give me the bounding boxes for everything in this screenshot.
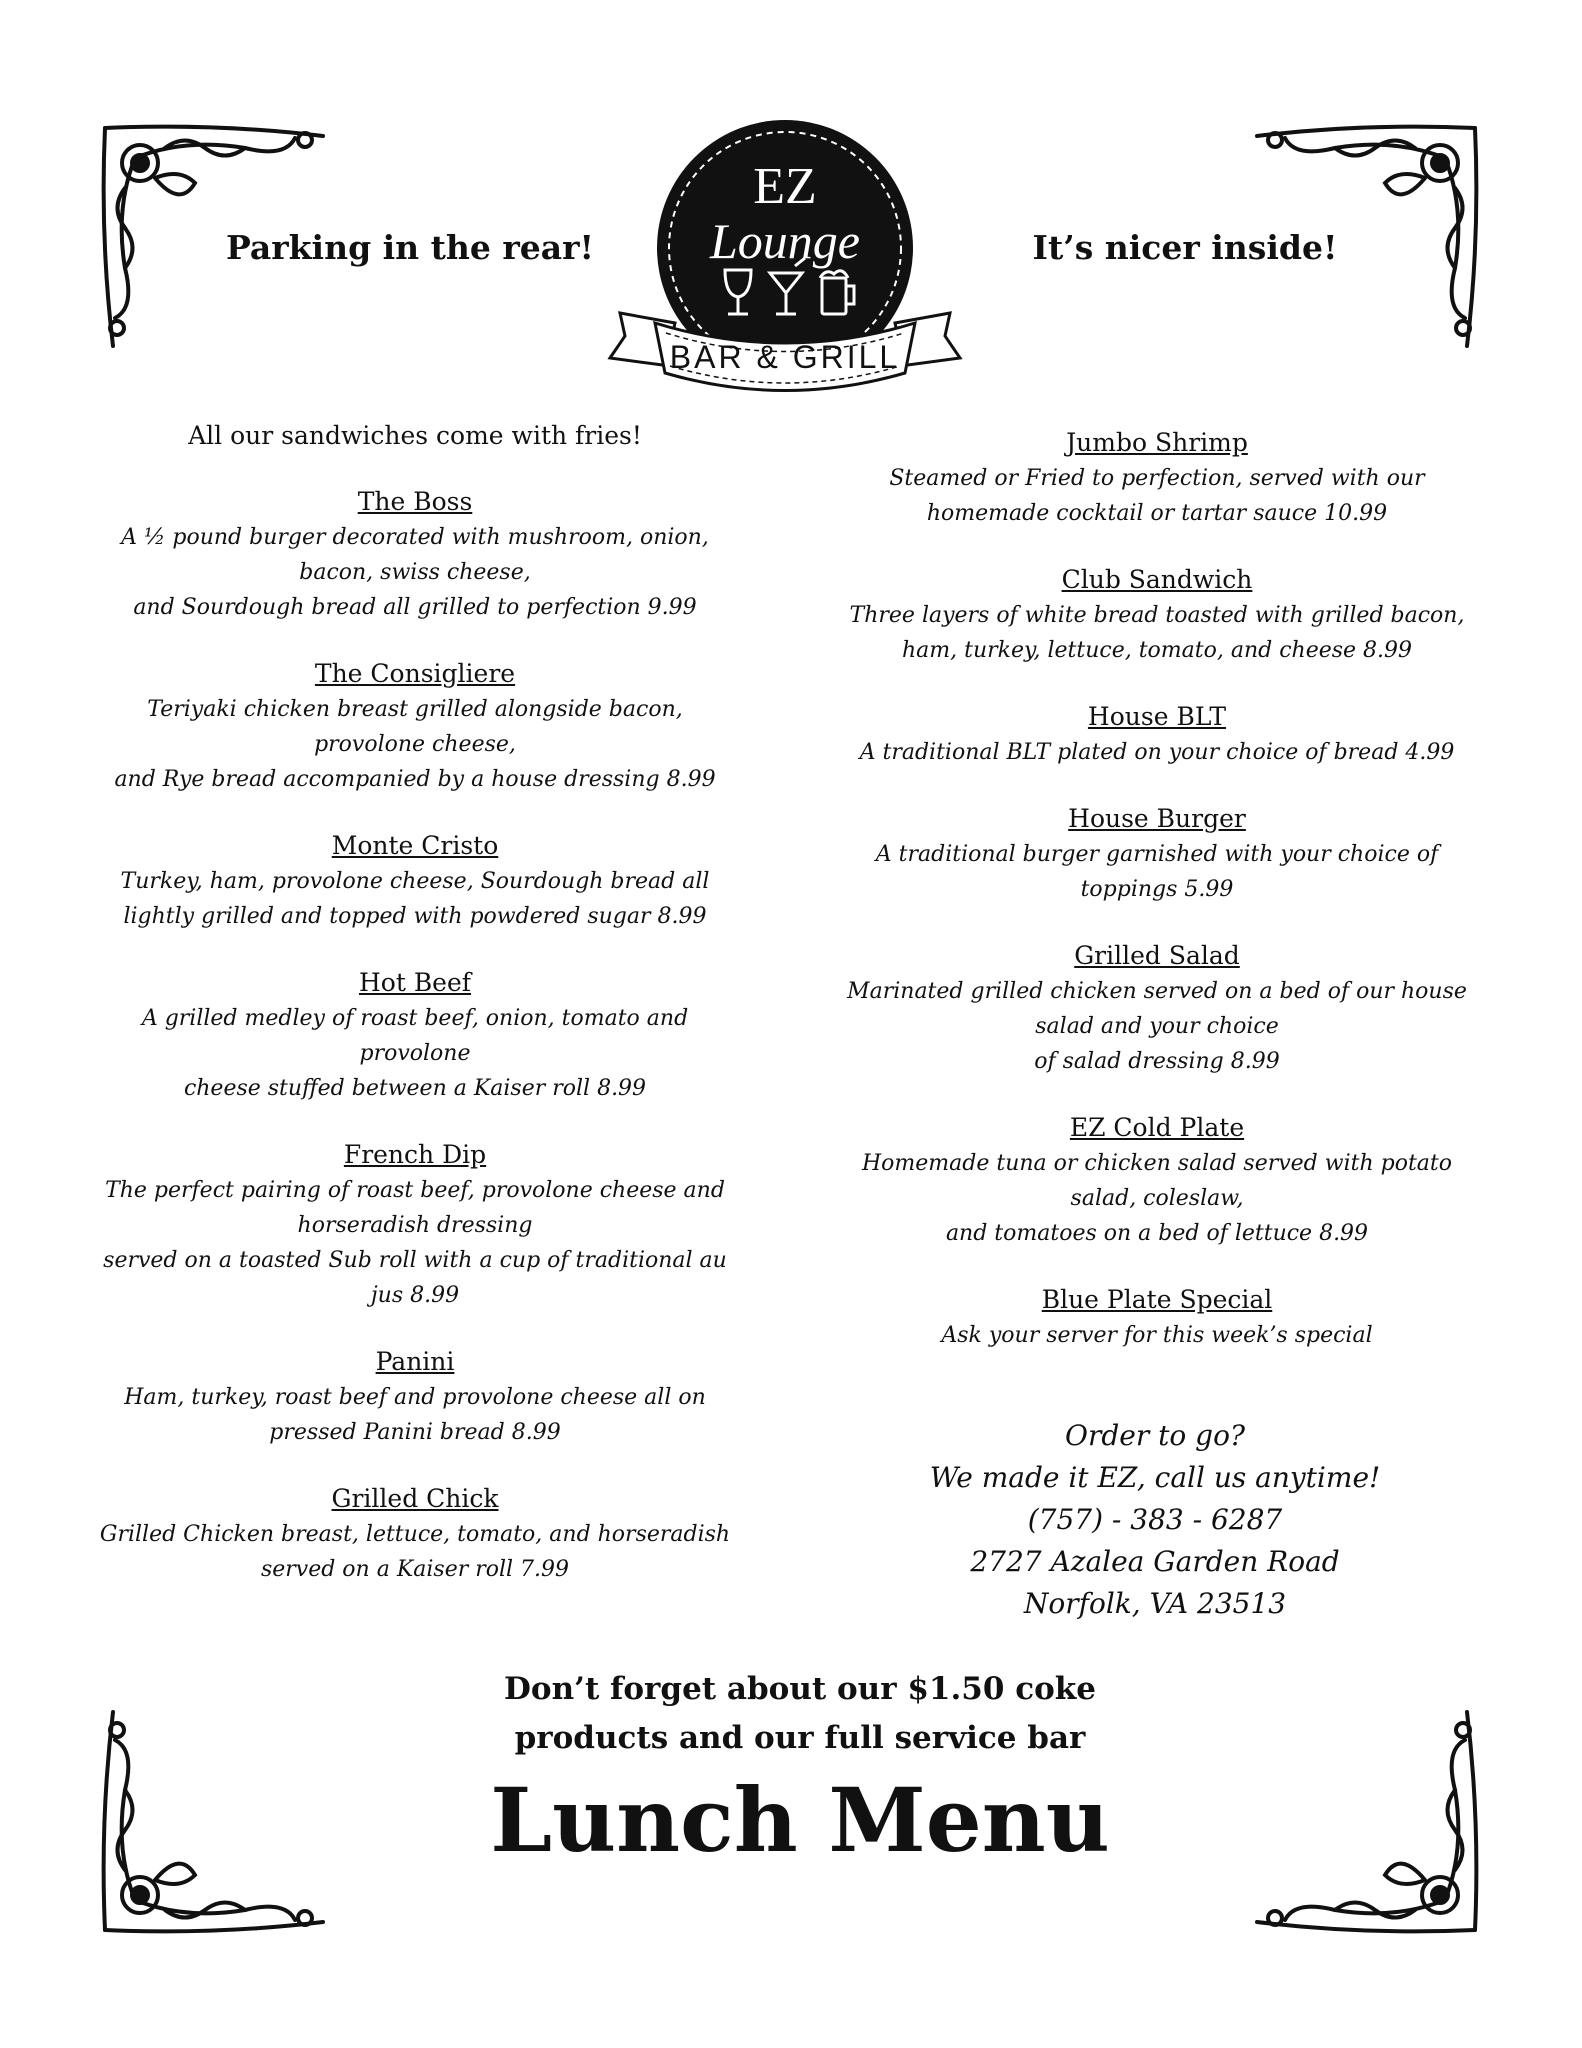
ornament-corner-bottom-right <box>1245 1700 1485 1940</box>
menu-items-left <box>85 484 745 1587</box>
logo-line-lounge: Lounge <box>710 213 860 269</box>
logo-line-ez: EZ <box>753 158 817 215</box>
menu-item-description-line: toppings 5.99 <box>1080 877 1234 902</box>
menu-item <box>827 562 1487 668</box>
menu-item-description-line: Three layers of white bread toasted with grilled bacon, <box>849 603 1465 628</box>
menu-item-name: House Burger <box>1068 804 1246 833</box>
menu-item <box>85 656 745 797</box>
contact-line-order: Order to go? <box>1065 1419 1245 1452</box>
menu-item-description-line: served on a toasted Sub roll with a cup of traditional au <box>103 1248 727 1273</box>
ornament-corner-bottom-left <box>95 1700 335 1940</box>
menu-item-name: The Consigliere <box>314 659 516 688</box>
menu-item-description-line: lightly grilled and topped with powdered sugar 8.99 <box>123 904 707 929</box>
menu-item-name: Club Sandwich <box>1061 565 1253 594</box>
contact-phone: (757) - 383 - 6287 <box>1027 1503 1283 1536</box>
tagline-parking: Parking in the rear! <box>225 228 595 267</box>
menu-item <box>827 1282 1487 1353</box>
menu-item-description-line: of salad dressing 8.99 <box>1034 1049 1280 1074</box>
menu-item-description-line: A traditional BLT plated on your choice of bread 4.99 <box>859 740 1455 765</box>
menu-item-description-line: served on a Kaiser roll 7.99 <box>260 1557 570 1582</box>
menu-item <box>827 425 1487 531</box>
menu-item <box>827 801 1487 907</box>
menu-item-description-line: salad, coleslaw, <box>1070 1186 1244 1211</box>
menu-item <box>85 1481 745 1587</box>
contact-line-call: We made it EZ, call us anytime! <box>929 1461 1381 1494</box>
menu-items-right <box>827 425 1487 1353</box>
footer-note <box>420 1665 1180 1763</box>
menu-item <box>827 699 1487 770</box>
tagline-nicer-inside: It’s nicer inside! <box>1032 228 1338 267</box>
menu-item-description-line: Grilled Chicken breast, lettuce, tomato, and horseradish <box>99 1522 731 1547</box>
menu-item-name: Blue Plate Special <box>1041 1285 1273 1314</box>
menu-item-name: Panini <box>375 1347 455 1376</box>
menu-item <box>85 1137 745 1313</box>
menu-item-description-line: provolone <box>359 1041 471 1066</box>
menu-item-description-line: and Rye bread accompanied by a house dressing 8.99 <box>114 767 716 792</box>
menu-item <box>85 965 745 1106</box>
contact-city: Norfolk, VA 23513 <box>1023 1587 1287 1620</box>
menu-item-description-line: ham, turkey, lettuce, tomato, and cheese 8.99 <box>901 638 1413 663</box>
menu-item-name: Grilled Chick <box>331 1484 499 1513</box>
menu-item-description-line: Marinated grilled chicken served on a bed of our house <box>847 979 1467 1004</box>
menu-item-name: French Dip <box>343 1140 487 1169</box>
menu-item-description-line: provolone cheese, <box>314 732 516 757</box>
menu-item-name: House BLT <box>1087 702 1227 731</box>
menu-column-left <box>85 418 745 1618</box>
menu-item <box>85 1344 745 1450</box>
menu-item-description-line: jus 8.99 <box>370 1283 460 1308</box>
menu-item-name: The Boss <box>357 487 473 516</box>
menu-item-description-line: A grilled medley of roast beef, onion, tomato and <box>141 1006 689 1031</box>
menu-item-description-line: and Sourdough bread all grilled to perfection 9.99 <box>133 595 697 620</box>
contact-street: 2727 Azalea Garden Road <box>970 1545 1340 1578</box>
menu-item-name: Grilled Salad <box>1074 941 1240 970</box>
menu-item-name: Jumbo Shrimp <box>1066 428 1248 457</box>
menu-item-name: EZ Cold Plate <box>1069 1113 1245 1142</box>
menu-item <box>827 938 1487 1079</box>
menu-item-description-line: cheese stuffed between a Kaiser roll 8.99 <box>183 1076 647 1101</box>
menu-item-description-line: A traditional burger garnished with your choice of <box>875 842 1439 867</box>
menu-item <box>85 828 745 934</box>
footer-note-line-1: Don’t forget about our $1.50 coke <box>504 1671 1096 1707</box>
menu-item-description-line: Homemade tuna or chicken salad served with potato <box>861 1151 1452 1176</box>
menu-item-description-line: salad and your choice <box>1035 1014 1279 1039</box>
menu-item-description-line: Turkey, ham, provolone cheese, Sourdough bread all <box>120 869 710 894</box>
menu-item-description-line: pressed Panini bread 8.99 <box>269 1420 561 1445</box>
menu-item-description-line: Steamed or Fried to perfection, served with our <box>889 466 1425 491</box>
menu-item-description-line: The perfect pairing of roast beef, provolone cheese and <box>105 1178 725 1203</box>
menu-item-description-line: bacon, swiss cheese, <box>299 560 531 585</box>
menu-item <box>85 484 745 625</box>
footer-note-line-2: products and our full service bar <box>514 1720 1086 1756</box>
menu-item-description-line: and tomatoes on a bed of lettuce 8.99 <box>945 1221 1369 1246</box>
menu-item-description-line: horseradish dressing <box>297 1213 533 1238</box>
menu-item-name: Monte Cristo <box>331 831 499 860</box>
menu-item-description-line: homemade cocktail or tartar sauce 10.99 <box>926 501 1388 526</box>
menu-item-description-line: Ham, turkey, roast beef and provolone cheese all on <box>124 1385 706 1410</box>
menu-item-name: Hot Beef <box>358 968 472 997</box>
page-title: Lunch Menu <box>490 1768 1110 1872</box>
logo-banner-text: BAR & GRILL <box>669 339 901 375</box>
menu-item-description-line: Teriyaki chicken breast grilled alongside bacon, <box>147 697 683 722</box>
sandwich-fries-note: All our sandwiches come with fries! <box>188 421 642 450</box>
menu-item-description-line: A ½ pound burger decorated with mushroom, onion, <box>121 525 709 550</box>
menu-column-right <box>827 425 1487 1384</box>
menu-item <box>827 1110 1487 1251</box>
ez-lounge-logo <box>600 118 970 393</box>
menu-item-description-line: Ask your server for this week’s special <box>941 1323 1373 1348</box>
order-to-go-block <box>890 1415 1420 1625</box>
